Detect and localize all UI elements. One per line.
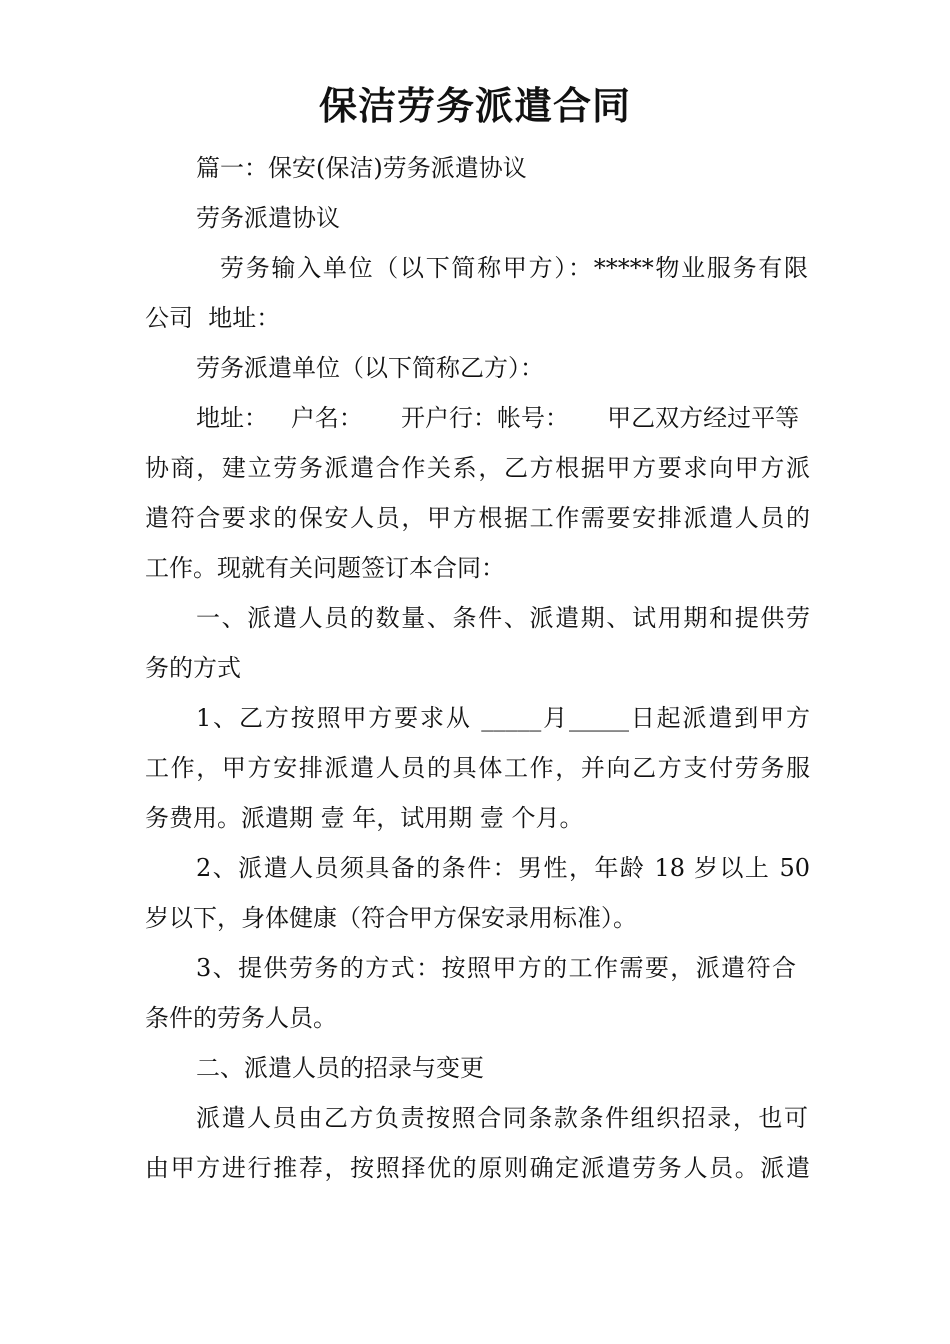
paragraph-line: 篇一：保安(保洁)劳务派遣协议 — [196, 154, 527, 182]
paragraph-line: 地址： 户名： 开户行：帐号： 甲乙双方经过平等 — [196, 404, 800, 432]
paragraph-line: 劳务输入单位（以下简称甲方）：*****物业服务有限 — [220, 254, 808, 282]
paragraph-line: 务的方式 — [145, 654, 241, 682]
paragraph-line: 工作，甲方安排派遣人员的具体工作，并向乙方支付劳务服 — [145, 754, 810, 782]
paragraph-line: 遣符合要求的保安人员，甲方根据工作需要安排派遣人员的 — [145, 504, 810, 532]
document-title: 保洁劳务派遣合同 — [318, 83, 631, 128]
paragraph-line: 劳务派遣单位（以下简称乙方）： — [196, 354, 544, 382]
paragraph-line: 务费用。派遣期 壹 年，试用期 壹 个月。 — [145, 804, 584, 832]
paragraph-line: 劳务派遣协议 — [196, 204, 340, 232]
paragraph-line: 协商，建立劳务派遣合作关系，乙方根据甲方要求向甲方派 — [145, 454, 810, 482]
paragraph-line: 1、乙方按照甲方要求从 _____月_____日起派遣到甲方 — [196, 704, 810, 732]
paragraph-line: 一、派遣人员的数量、条件、派遣期、试用期和提供劳 — [196, 604, 810, 632]
section-heading: 二、派遣人员的招录与变更 — [196, 1054, 484, 1082]
paragraph-line: 条件的劳务人员。 — [145, 1004, 337, 1032]
paragraph-line: 公司 地址： — [145, 304, 281, 332]
paragraph-line: 派遣人员由乙方负责按照合同条款条件组织招录，也可 — [196, 1104, 808, 1132]
paragraph-line: 岁以下，身体健康（符合甲方保安录用标准）。 — [145, 904, 637, 932]
paragraph-line: 2、派遣人员须具备的条件：男性，年龄 18 岁以上 50 — [196, 854, 810, 882]
paragraph-line: 工作。现就有关问题签订本合同： — [145, 554, 505, 582]
paragraph-line: 3、提供劳务的方式：按照甲方的工作需要，派遣符合 — [196, 954, 796, 982]
paragraph-line: 由甲方进行推荐，按照择优的原则确定派遣劳务人员。派遣 — [145, 1154, 810, 1182]
